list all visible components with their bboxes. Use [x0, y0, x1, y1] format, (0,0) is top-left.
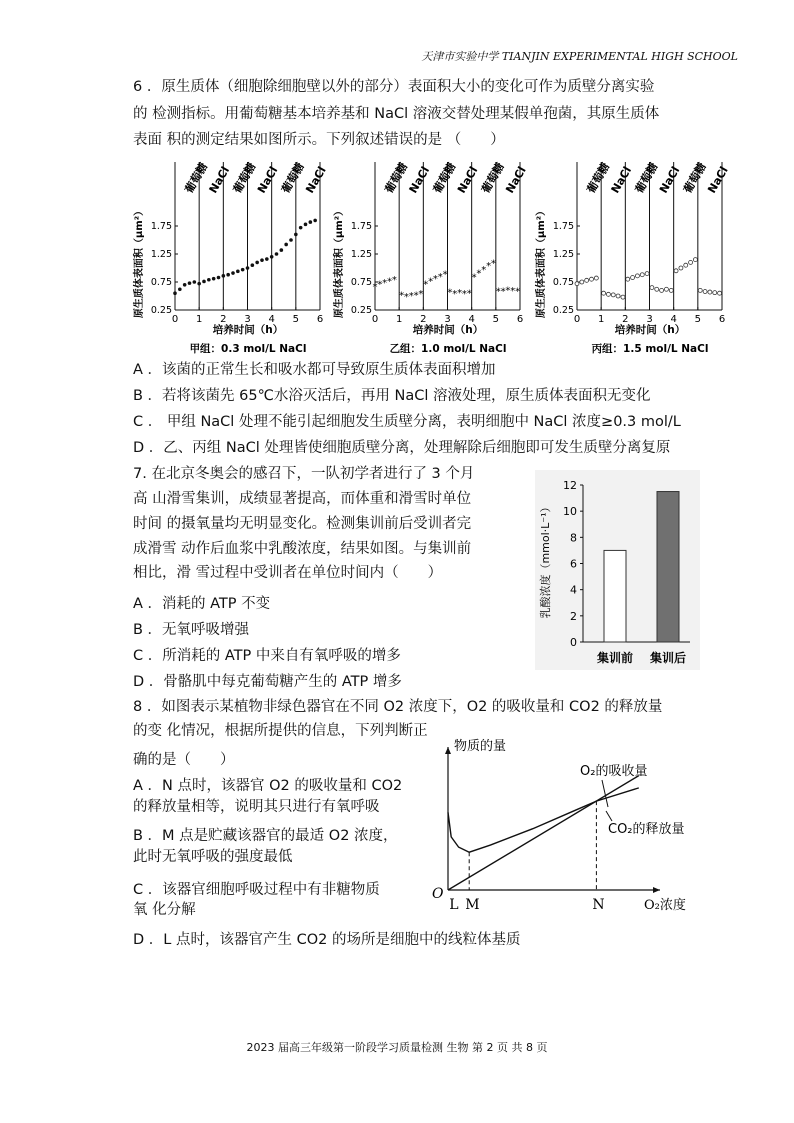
- x-tick-label: 集训后: [649, 651, 687, 665]
- x-tick-label: 4: [268, 314, 275, 325]
- data-point: *: [447, 287, 453, 299]
- treatment-label: NaCl: [406, 164, 433, 196]
- x-tick-label: 4: [670, 314, 677, 325]
- data-point: [611, 293, 615, 297]
- data-point: [280, 248, 284, 252]
- x-tick-label: 6: [316, 314, 324, 325]
- data-point: [188, 281, 192, 285]
- data-point: *: [510, 285, 516, 297]
- y-tick-label: 8: [570, 531, 577, 545]
- data-point: [655, 287, 659, 291]
- treatment-label: NaCl: [608, 164, 635, 196]
- lactate-bar-chart: [535, 470, 700, 670]
- co2-release-curve: [448, 788, 639, 852]
- origin-label: O: [432, 886, 444, 902]
- data-point: [698, 288, 702, 292]
- data-point: [236, 270, 240, 274]
- bar: [604, 550, 626, 642]
- data-point: *: [391, 275, 397, 287]
- respiration-line-chart: [430, 735, 710, 920]
- x-tick-label: 1: [195, 314, 203, 325]
- data-point: [304, 223, 308, 227]
- data-point: *: [481, 265, 487, 277]
- data-point: [178, 287, 182, 291]
- q7-stem-line: 7. 在北京冬奥会的感召下，一队初学者进行了 3 个月: [133, 466, 475, 482]
- data-point: [197, 282, 201, 286]
- q8-option-b[interactable]: B ．M 点是贮藏该器官的最适 O2 浓度，: [133, 828, 398, 844]
- data-point: [231, 271, 235, 275]
- y-tick-label: 1.75: [350, 221, 372, 232]
- x-tick-label: 3: [646, 314, 653, 325]
- data-point: *: [495, 286, 501, 298]
- data-point: *: [461, 289, 467, 301]
- y-tick-label: 1.25: [150, 249, 172, 260]
- y-tick-label: 0: [570, 636, 577, 649]
- q6-option-c[interactable]: C ． 甲组 NaCl 处理不能引起细胞发生质壁分离，表明细胞中 NaCl 浓度≥0.3 mol/L: [133, 414, 681, 430]
- data-point: [718, 291, 722, 295]
- x-tick-label: 0: [171, 314, 179, 325]
- treatment-label: NaCl: [656, 164, 683, 196]
- x-point-label: L: [449, 897, 459, 913]
- chart-group-b: [330, 152, 540, 357]
- data-point: [679, 266, 683, 270]
- q8-option-c-cont: 氧 化分解: [133, 902, 196, 918]
- x-tick-label: 5: [292, 314, 300, 325]
- y-tick-label: 0.75: [350, 277, 372, 288]
- data-point: [660, 288, 664, 292]
- treatment-label: NaCl: [705, 164, 731, 196]
- x-axis-label: 培养时间（h）: [412, 324, 484, 336]
- series-label: O₂的吸收量: [580, 764, 648, 779]
- data-point: *: [382, 278, 388, 289]
- q7-option-c[interactable]: C ．所消耗的 ATP 中来自有氧呼吸的增多: [133, 648, 401, 664]
- data-point: [309, 220, 313, 224]
- data-point: [585, 278, 589, 282]
- q6-stem-line: 的 检测指标。用葡萄糖基本培养基和 NaCl 溶液交替处理某假单孢菌，其原生质体: [133, 106, 660, 122]
- y-tick-label: 0.25: [350, 305, 372, 316]
- data-point: *: [466, 288, 472, 300]
- x-axis-arrow: [653, 887, 660, 893]
- data-point: *: [413, 290, 419, 302]
- q8-option-a[interactable]: A ．N 点时，该器官 O2 的吸收量和 CO2: [133, 778, 403, 794]
- data-point: [703, 290, 707, 294]
- data-point: *: [387, 276, 392, 288]
- x-tick-label: 1: [395, 314, 403, 325]
- treatment-label: 葡萄糖: [182, 160, 211, 196]
- school-header: 天津市实验中学 TIANJIN EXPERIMENTAL HIGH SCHOOL: [421, 50, 738, 63]
- data-point: [580, 280, 584, 284]
- x-axis-label: 培养时间（h）: [212, 324, 284, 336]
- x-tick-label: 1: [597, 314, 605, 325]
- data-point: *: [399, 290, 405, 302]
- y-tick-label: 1.25: [552, 249, 574, 260]
- q6-option-b[interactable]: B ．若将该菌先 65℃水浴灭活后，再用 NaCl 溶液处理，原生质体表面积无变化: [133, 388, 651, 404]
- chart-title: 甲组：0.3 mol/L NaCl: [189, 343, 307, 355]
- data-point: *: [500, 286, 506, 298]
- treatment-label: 葡萄糖: [279, 160, 307, 196]
- data-point: [241, 268, 245, 272]
- chart-group-a: [130, 152, 340, 357]
- x-point-label: N: [592, 897, 605, 913]
- treatment-label: NaCl: [254, 164, 281, 196]
- q6-option-a[interactable]: A ．该菌的正常生长和吸水都可导致原生质体表面积增加: [133, 362, 496, 378]
- x-tick-label: 3: [244, 314, 251, 325]
- data-point: *: [486, 261, 492, 273]
- data-point: [669, 288, 673, 292]
- treatment-label: 葡萄糖: [230, 160, 259, 196]
- treatment-label: NaCl: [503, 164, 529, 196]
- data-point: [284, 243, 288, 247]
- q8-option-c[interactable]: C ．该器官细胞呼吸过程中有非糖物质: [133, 882, 380, 898]
- y-tick-label: 0.25: [552, 305, 574, 316]
- data-point: [626, 277, 630, 281]
- y-tick-label: 0.75: [150, 277, 172, 288]
- data-point: *: [423, 279, 429, 291]
- y-tick-label: 12: [563, 479, 577, 492]
- data-point: *: [442, 269, 448, 281]
- data-point: *: [432, 274, 438, 286]
- y-axis-label: 乳酸浓度（mmol·L⁻¹）: [539, 501, 552, 619]
- x-point-label: M: [465, 897, 480, 913]
- data-point: [594, 276, 598, 280]
- data-point: *: [372, 281, 378, 293]
- q7-stem-line: 高 山滑雪集训，成绩显著提高，而体重和滑雪时单位: [133, 491, 472, 507]
- data-point: *: [505, 285, 511, 297]
- q7-stem-line: 成滑雪 动作后血浆中乳酸浓度，结果如图。与集训前: [133, 541, 472, 557]
- treatment-label: 葡萄糖: [382, 160, 411, 196]
- treatment-label: NaCl: [206, 164, 233, 196]
- y-axis-label: 原生质体表面积（μm²）: [334, 205, 345, 319]
- y-tick-label: 10: [563, 505, 577, 519]
- data-point: *: [471, 272, 477, 284]
- q8-option-b-cont: 此时无氧呼吸的强度最低: [133, 849, 293, 865]
- data-point: [664, 287, 668, 291]
- data-point: [693, 258, 697, 262]
- data-point: [645, 272, 649, 276]
- data-point: [635, 274, 639, 278]
- x-tick-label: 0: [371, 314, 379, 325]
- y-axis-label: 原生质体表面积（μm²）: [134, 205, 145, 319]
- data-point: [207, 278, 211, 282]
- series-label-leader: [606, 811, 612, 821]
- y-tick-label: 6: [570, 557, 577, 571]
- data-point: *: [408, 290, 414, 302]
- x-tick-label: 6: [516, 314, 524, 325]
- treatment-label: 葡萄糖: [479, 160, 507, 196]
- x-tick-label: 6: [718, 314, 726, 325]
- q6-option-d[interactable]: D ．乙、丙组 NaCl 处理皆使细胞质壁分离，处理解除后细胞即可发生质壁分离复原: [133, 440, 671, 456]
- treatment-label: 葡萄糖: [430, 160, 459, 196]
- data-point: [708, 290, 712, 294]
- series-label-leader: [602, 780, 608, 807]
- data-point: [275, 252, 279, 256]
- chart-group-c: [532, 152, 742, 357]
- data-point: [606, 292, 610, 296]
- x-tick-label: 4: [468, 314, 475, 325]
- data-point: [575, 282, 579, 286]
- data-point: *: [403, 292, 409, 303]
- y-axis-arrow: [445, 747, 451, 754]
- y-tick-label: 1.75: [552, 221, 574, 232]
- x-tick-label: 2: [220, 314, 227, 325]
- q8-stem-line: 确的是（ ）: [133, 752, 235, 768]
- x-tick-label: 3: [444, 314, 451, 325]
- x-tick-label: 0: [573, 314, 581, 325]
- data-point: [294, 233, 298, 237]
- y-axis-label: 原生质体表面积（μm²）: [536, 205, 547, 319]
- q6-stem-line: 表面 积的测定结果如图所示。下列叙述错误的是 （ ）: [133, 132, 505, 148]
- chart-title: 乙组：1.0 mol/L NaCl: [389, 343, 507, 355]
- y-tick-label: 1.75: [150, 221, 172, 232]
- data-point: [255, 261, 259, 265]
- data-point: [246, 266, 250, 270]
- q7-option-d[interactable]: D ．骨骼肌中每克葡萄糖产生的 ATP 增多: [133, 674, 402, 690]
- q7-stem-line: 时间 的摄氧量均无明显变化。检测集训前后受训者完: [133, 516, 472, 532]
- x-tick-label: 2: [622, 314, 629, 325]
- data-point: [674, 269, 678, 273]
- q8-option-a-cont: 的释放量相等，说明其只进行有氧呼吸: [133, 799, 380, 815]
- data-point: [313, 219, 317, 223]
- data-point: [202, 280, 206, 284]
- data-point: *: [428, 276, 434, 288]
- x-tick-label: 5: [694, 314, 702, 325]
- data-point: [650, 286, 654, 290]
- x-tick-label: 5: [492, 314, 500, 325]
- data-point: *: [515, 286, 521, 298]
- data-point: [193, 280, 197, 284]
- y-tick-label: 1.25: [350, 249, 372, 260]
- data-point: [251, 263, 255, 267]
- data-point: *: [457, 288, 463, 300]
- x-axis-label: 培养时间（h）: [614, 324, 686, 336]
- y-axis-label: 物质的量: [454, 739, 507, 754]
- x-axis-label: O₂浓度: [644, 898, 686, 913]
- data-point: [713, 291, 717, 295]
- q8-stem-line: 的变 化情况，根据所提供的信息，下列判断正: [133, 723, 428, 739]
- data-point: [173, 291, 177, 295]
- data-point: [222, 274, 226, 278]
- y-tick-label: 2: [570, 609, 577, 623]
- treatment-label: 葡萄糖: [632, 160, 661, 196]
- page-footer: 2023 届高三年级第一阶段学习质量检测 生物 第 2 页 共 8 页: [246, 1041, 548, 1054]
- treatment-label: 葡萄糖: [584, 160, 613, 196]
- data-point: [616, 294, 620, 298]
- data-point: [212, 277, 216, 281]
- q8-option-d[interactable]: D ．L 点时，该器官产生 CO2 的场所是细胞中的线粒体基质: [133, 932, 521, 948]
- data-point: [602, 291, 606, 295]
- data-point: *: [377, 279, 383, 291]
- q7-option-b[interactable]: B ．无氧呼吸增强: [133, 622, 250, 638]
- data-point: *: [490, 258, 496, 270]
- y-tick-label: 0.75: [552, 277, 574, 288]
- data-point: [260, 258, 264, 262]
- data-point: [265, 257, 269, 261]
- bar: [657, 492, 679, 642]
- treatment-label: NaCl: [454, 164, 481, 196]
- q6-stem-line: 6 ．原生质体（细胞除细胞壁以外的部分）表面积大小的变化可作为质壁分离实验: [133, 79, 655, 95]
- x-tick-label: 集训前: [596, 651, 634, 665]
- q7-option-a[interactable]: A ．消耗的 ATP 不变: [133, 596, 271, 612]
- data-point: [621, 295, 625, 299]
- data-point: [217, 276, 221, 280]
- treatment-label: NaCl: [303, 164, 329, 196]
- data-point: *: [418, 289, 424, 301]
- data-point: [640, 273, 644, 277]
- data-point: [289, 238, 293, 242]
- x-tick-label: 2: [420, 314, 427, 325]
- data-point: [631, 276, 635, 280]
- q8-stem-line: 8 ．如图表示某植物非绿色器官在不同 O2 浓度下，O2 的吸收量和 CO2 的释放量: [133, 699, 663, 715]
- data-point: [590, 277, 594, 281]
- data-point: [226, 273, 230, 277]
- data-point: *: [476, 268, 482, 280]
- y-tick-label: 0.25: [150, 305, 172, 316]
- chart-title: 丙组：1.5 mol/L NaCl: [591, 343, 709, 355]
- y-tick-label: 4: [570, 583, 577, 597]
- series-label: CO₂的释放量: [608, 822, 685, 837]
- q7-stem-line: 相比，滑 雪过程中受训者在单位时间内（ ）: [133, 565, 443, 581]
- data-point: [684, 263, 688, 267]
- data-point: [689, 260, 693, 264]
- data-point: *: [437, 271, 443, 283]
- data-point: *: [452, 289, 458, 301]
- data-point: [299, 226, 303, 230]
- treatment-label: 葡萄糖: [681, 160, 709, 196]
- data-point: [270, 255, 274, 259]
- data-point: [183, 283, 187, 287]
